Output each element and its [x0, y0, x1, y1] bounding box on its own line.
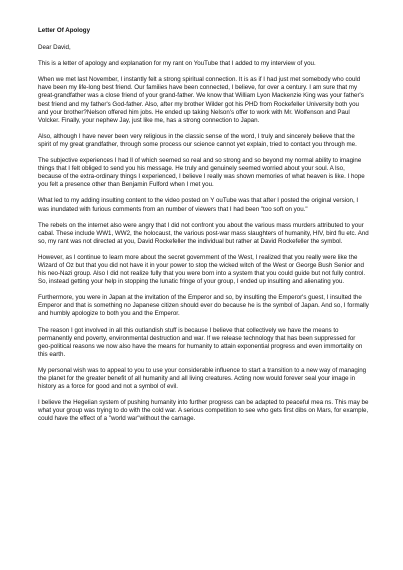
paragraph: Furthermore, you were in Japan at the invitation of the Emperor and so, by insulting the Emperor's guest, I insulted the Emperor and that is something no Japanese citizen should ever do because he is the symbol of Japan. And so, I formally and humbly apologize to both you and the Emperor. [38, 294, 369, 318]
salutation: Dear David, [38, 44, 71, 52]
letter-title: Letter Of Apology [38, 27, 91, 34]
paragraph: The reason I got involved in all this outlandish stuff is because I believe that collectively we have the means to permanently end poverty, environmental destruction and war. If we release technology that has been suppressed for geo-political reasons we now also have the means for humanity to attain exponential progress and even immortality on this earth. [38, 326, 363, 358]
paragraph: My personal wish was to appeal to you to use your considerable influence to start a transition to a new way of managing the planet for the greater benefit of all humanity and all living creatures. Acting now would forever seal your image in history as a force for good and not a symbol of evil. [38, 366, 367, 391]
paragraph: The rebels on the internet also were angry that I did not confront you about the various mass murders attributed to your cabal. These include WW1, WW2, the holocaust, the various post-war mass slaughters of humanity, HIV, bird flu etc. And so, my rant was not directed at you, David Rockefeller the individual but rather at David Rockefeller the symbol. [38, 221, 369, 245]
paragraph: However, as I continue to learn more about the secret government of the West, I realized that you really were like the Wizard of Oz but that you did not have it in your power to stop the wicked witch of the West or George Bush Senior and his neo-Nazi group. Also I did not realize fully that you were born into a system that you could guide but not fully control. So, instead getting your help in stopping the lunatic fringe of your group, I ended up insulting and alienating you. [38, 253, 366, 286]
paragraph: I believe the Hegelian system of pushing humanity into further progress can be adapted to peaceful mea ns. This may be what your group was trying to do with the cold war. A serious competition to see who gets first dibs on Mars, for example, could have the effect of a "world war"without the carnage. [38, 399, 369, 423]
paragraph: Also, although I have never been very religious in the classic sense of the word, I truly and sincerely believe that the spirit of my great grandfather, through some process our science cannot yet explain, tried to contact you through me. [38, 132, 357, 148]
paragraph: When we met last November, I instantly felt a strong spiritual connection. It is as if I had just met somebody who could have been my life-long best friend. Our families have been connected, I believe, for over a century. I am sure that my great-grandfather was a close friend of your grand-father. We know that William Lyon Mackenzie King was your father's best friend and my father's God-father. Also, after my brother Wilder got his PHD from Rockefeller University both you and your brother?Nelson offered him jobs. He ended up taking Nelson's offer to work with Mr. Wolfenson and Paul Volcker. Finally, your nephew Jay, just like me, has a strong connection to Japan. [38, 76, 364, 124]
paragraph: The subjective experiences I had ll of which seemed so real and so strong and so beyond my normal ability to imagine things that I felt obliged to send you his message. He truly and genuinely seemed worried about your soul. A lso, because of the extra-ordinary things I experienced, I believe I really was shown memories of what heaven is like. I hope you felt a presence other than Benjamin Fulford when I met you. [38, 157, 365, 189]
paragraph: This is a letter of apology and explanation for my rant on YouTube that I added to my interview of you. [38, 60, 316, 68]
paragraph: What led to my adding insulting content to the video posted on Y ouTube was that after I posted the original version, I was inundated with furious comments from an number of viewers that I had been "too soft on you." [38, 197, 359, 213]
